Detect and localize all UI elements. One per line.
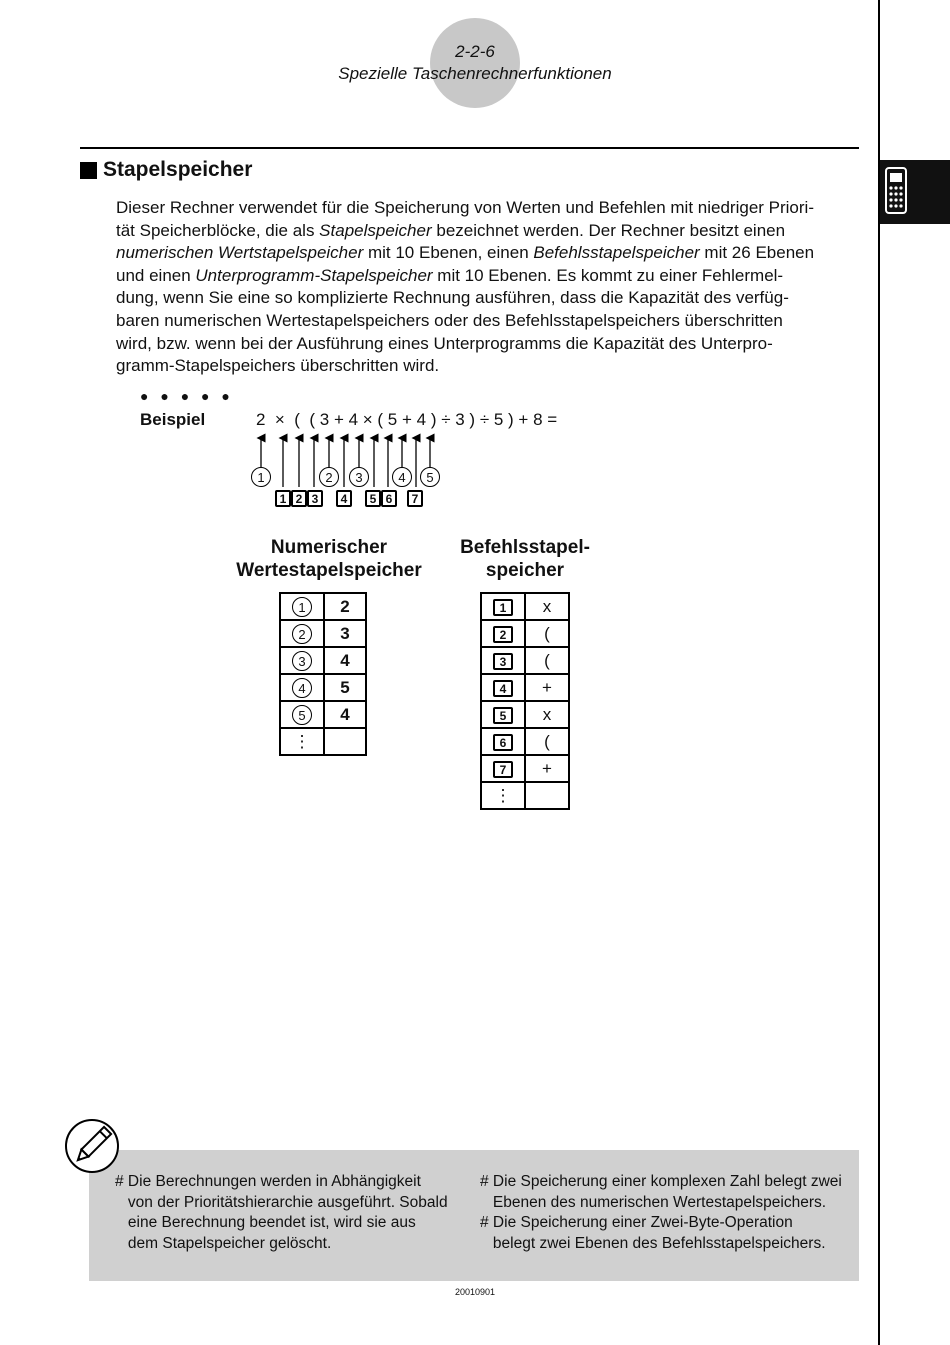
note-left-line: eine Berechnung beendet ist, wird sie aus xyxy=(115,1214,416,1232)
numeric-stack-title-line2: Wertestapelspeicher xyxy=(236,560,422,581)
command-stack-index-cell xyxy=(481,647,525,674)
header-circle xyxy=(430,18,520,108)
command-stack-row xyxy=(481,755,569,782)
numeric-stack-index-cell xyxy=(280,620,324,647)
numeric-stack-ellipsis-row xyxy=(280,728,366,755)
numeric-stack-value-cell: 4 xyxy=(324,647,366,674)
arrow-label-cmd-6: 6 xyxy=(381,490,397,507)
intro-line: Dieser Rechner verwendet für die Speicherung von Werten und Befehlen mit niedriger Priori- xyxy=(116,198,814,217)
command-stack-index-badge: 5 xyxy=(493,707,513,724)
command-stack-ellipsis-cell: ⋮ xyxy=(481,782,525,809)
numeric-stack-title xyxy=(220,536,438,582)
intro-line: tät Speicherblöcke, die als Stapelspeicher bezeichnet werden. Der Rechner besitzt einen xyxy=(116,220,786,240)
example-expression: 2 × ( ( 3 + 4 × ( 5 + 4 ) ÷ 3 ) ÷ 5 ) + 8 = xyxy=(256,410,558,429)
command-stack-row xyxy=(481,620,569,647)
intro-line: baren numerischen Wertestapelspeichers oder des Befehlsstapelspeichers überschritten xyxy=(116,310,783,330)
section-title-text: Stapelspeicher xyxy=(103,158,253,181)
page-number: 2-2-6 xyxy=(455,42,495,61)
numeric-stack-index-badge: 5 xyxy=(292,705,312,725)
numeric-stack-value-cell: 2 xyxy=(324,593,366,620)
command-stack-value-cell: ( xyxy=(525,728,569,755)
arrow-label-cmd-7: 7 xyxy=(407,490,423,507)
intro-line: numerischen Wertstapelspeicher mit 10 Ebenen, einen Befehlsstapelspeicher mit 26 Ebenen xyxy=(116,243,815,263)
intro-line: gramm-Stapelspeichers überschritten wird. xyxy=(116,356,440,376)
command-stack-value-cell: ( xyxy=(525,620,569,647)
command-stack-row xyxy=(481,728,569,755)
numeric-stack-row xyxy=(280,701,366,728)
pencil-note-icon xyxy=(64,1118,120,1174)
note-right-line: belegt zwei Ebenen des Befehlsstapelspeichers. xyxy=(480,1234,826,1252)
command-stack-index-badge: 1 xyxy=(493,599,513,616)
arrow-label-cmd-2: 2 xyxy=(291,490,307,507)
command-stack-value-cell: x xyxy=(525,701,569,728)
numeric-stack-value-cell: 3 xyxy=(324,620,366,647)
numeric-stack-value-cell: 4 xyxy=(324,701,366,728)
numeric-stack-row xyxy=(280,593,366,620)
numeric-stack-index-badge: 1 xyxy=(292,597,312,617)
note-right-line: # Die Speicherung einer Zwei-Byte-Operation xyxy=(480,1214,793,1232)
command-stack-index-cell xyxy=(481,620,525,647)
command-stack-value-cell: ( xyxy=(525,647,569,674)
command-stack-index-badge: 7 xyxy=(493,761,513,778)
calculator-icon xyxy=(880,160,950,224)
square-bullet-icon xyxy=(80,162,97,179)
numeric-stack-ellipsis-cell: ⋮ xyxy=(280,728,324,755)
command-stack-empty-cell xyxy=(525,782,569,809)
arrow-label-num-4: 4 xyxy=(392,467,412,487)
numeric-stack-index-cell xyxy=(280,674,324,701)
arrow-label-num-3: 3 xyxy=(349,467,369,487)
command-stack-value-cell: x xyxy=(525,593,569,620)
footer-code: 20010901 xyxy=(454,1287,496,1297)
arrow-label-cmd-4: 4 xyxy=(336,490,352,507)
example-dots: ● ● ● ● ● xyxy=(140,388,234,404)
command-stack-index-cell xyxy=(481,755,525,782)
numeric-stack-index-cell xyxy=(280,647,324,674)
command-stack-title xyxy=(440,536,610,582)
command-stack-row xyxy=(481,701,569,728)
numeric-stack-table xyxy=(279,592,367,756)
command-stack-index-cell xyxy=(481,593,525,620)
note-right-line: Ebenen des numerischen Wertestapelspeichers. xyxy=(480,1193,827,1211)
numeric-stack-value-cell: 5 xyxy=(324,674,366,701)
note-left-line: von der Prioritätshierarchie ausgeführt. Sobald xyxy=(115,1193,448,1211)
arrow-label-num-1: 1 xyxy=(251,467,271,487)
command-stack-row xyxy=(481,593,569,620)
command-stack-row xyxy=(481,674,569,701)
example-label: Beispiel xyxy=(140,410,206,429)
command-stack-value-cell: + xyxy=(525,674,569,701)
command-stack-title-line1: Befehlsstapel- xyxy=(460,537,590,558)
intro-line: und einen Unterprogramm-Stapelspeicher mit 10 Ebenen. Es kommt zu einer Fehlermel- xyxy=(116,265,784,285)
command-stack-ellipsis-row xyxy=(481,782,569,809)
command-stack-index-badge: 4 xyxy=(493,680,513,697)
command-stack-index-badge: 2 xyxy=(493,626,513,643)
numeric-stack-index-cell xyxy=(280,593,324,620)
command-stack-row xyxy=(481,647,569,674)
command-stack-index-cell xyxy=(481,728,525,755)
command-stack-index-cell xyxy=(481,701,525,728)
numeric-stack-row xyxy=(280,647,366,674)
header-rule xyxy=(80,147,859,149)
note-right-column xyxy=(480,1172,842,1254)
numeric-stack-index-badge: 3 xyxy=(292,651,312,671)
numeric-stack-index-badge: 2 xyxy=(292,624,312,644)
arrow-label-cmd-5: 5 xyxy=(365,490,381,507)
command-stack-index-cell xyxy=(481,674,525,701)
intro-line: wird, bzw. wenn bei der Ausführung eines Unterprogramms die Kapazität des Unterpro- xyxy=(116,333,773,353)
numeric-stack-index-cell xyxy=(280,701,324,728)
note-left-line: # Die Berechnungen werden in Abhängigkeit xyxy=(115,1173,421,1190)
command-stack-table xyxy=(480,592,570,810)
section-title xyxy=(80,158,252,182)
arrow-label-cmd-3: 3 xyxy=(307,490,323,507)
note-right-line: # Die Speicherung einer komplexen Zahl belegt zwei xyxy=(480,1173,842,1190)
command-stack-value-cell: + xyxy=(525,755,569,782)
chapter-tab[interactable] xyxy=(880,160,950,224)
intro-paragraph xyxy=(116,197,861,378)
command-stack-index-badge: 3 xyxy=(493,653,513,670)
numeric-stack-row xyxy=(280,620,366,647)
numeric-stack-title-line1: Numerischer xyxy=(270,537,388,558)
numeric-stack-empty-cell xyxy=(324,728,366,755)
note-box xyxy=(89,1150,859,1281)
chapter-title: Spezielle Taschenrechnerfunktionen xyxy=(338,64,612,83)
command-stack-index-badge: 6 xyxy=(493,734,513,751)
numeric-stack-row xyxy=(280,674,366,701)
arrow-label-num-2: 2 xyxy=(319,467,339,487)
arrow-label-cmd-1: 1 xyxy=(275,490,291,507)
intro-line: dung, wenn Sie eine so komplizierte Rechnung ausführen, dass die Kapazität des verfüg- xyxy=(116,288,789,308)
command-stack-title-line2: speicher xyxy=(485,560,565,581)
arrow-label-num-5: 5 xyxy=(420,467,440,487)
note-left-line: dem Stapelspeicher gelöscht. xyxy=(115,1234,332,1252)
note-left-column xyxy=(115,1172,448,1254)
numeric-stack-index-badge: 4 xyxy=(292,678,312,698)
